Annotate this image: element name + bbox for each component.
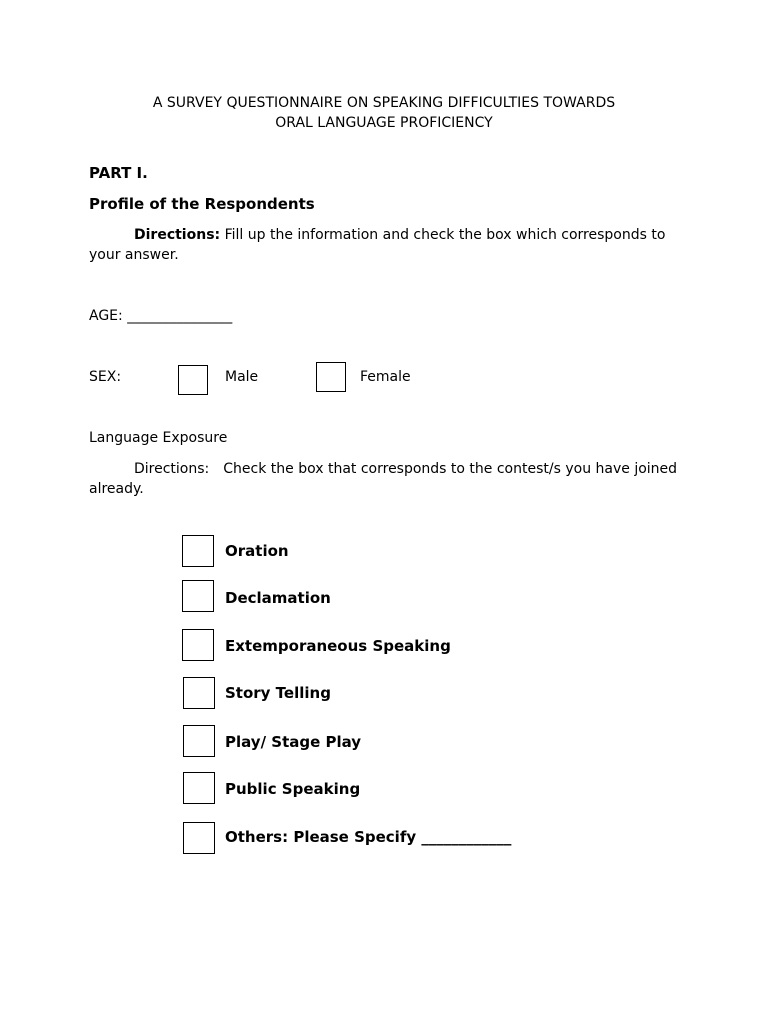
survey-title-line-1: A SURVEY QUESTIONNAIRE ON SPEAKING DIFFICULTIES TOWARDS xyxy=(152,95,616,111)
language-exposure-heading: Language Exposure xyxy=(89,430,228,446)
contest-label: Declamation xyxy=(225,589,331,607)
part-label: PART I. xyxy=(89,164,148,182)
contest-label: Others: Please Specify ____________ xyxy=(225,828,512,846)
contest-checkbox[interactable] xyxy=(183,772,215,804)
contest-checkbox[interactable] xyxy=(182,629,214,661)
contest-label: Public Speaking xyxy=(225,780,361,798)
contest-checkbox[interactable] xyxy=(183,822,215,854)
profile-heading: Profile of the Respondents xyxy=(89,195,315,213)
contest-checkbox[interactable] xyxy=(183,725,215,757)
directions-label: Directions: xyxy=(134,227,221,243)
contest-label: Extemporaneous Speaking xyxy=(225,637,451,655)
sex-label: SEX: xyxy=(89,369,122,385)
contest-label: Story Telling xyxy=(225,684,331,702)
female-label: Female xyxy=(360,369,411,385)
directions-text: Fill up the information and check the box which corresponds to your answer. xyxy=(89,227,666,263)
contest-checkbox[interactable] xyxy=(182,535,214,567)
contest-directions-text: Check the box that corresponds to the contest/s you have joined already. xyxy=(89,461,678,497)
age-field[interactable]: AGE: _______________ xyxy=(89,308,233,324)
contest-checkbox[interactable] xyxy=(183,677,215,709)
contest-checkbox[interactable] xyxy=(182,580,214,612)
contest-label: Oration xyxy=(225,542,289,560)
male-label: Male xyxy=(225,369,259,385)
survey-title-line-2: ORAL LANGUAGE PROFICIENCY xyxy=(275,115,493,131)
contest-directions-label: Directions: xyxy=(134,461,210,477)
contest-label: Play/ Stage Play xyxy=(225,733,362,751)
